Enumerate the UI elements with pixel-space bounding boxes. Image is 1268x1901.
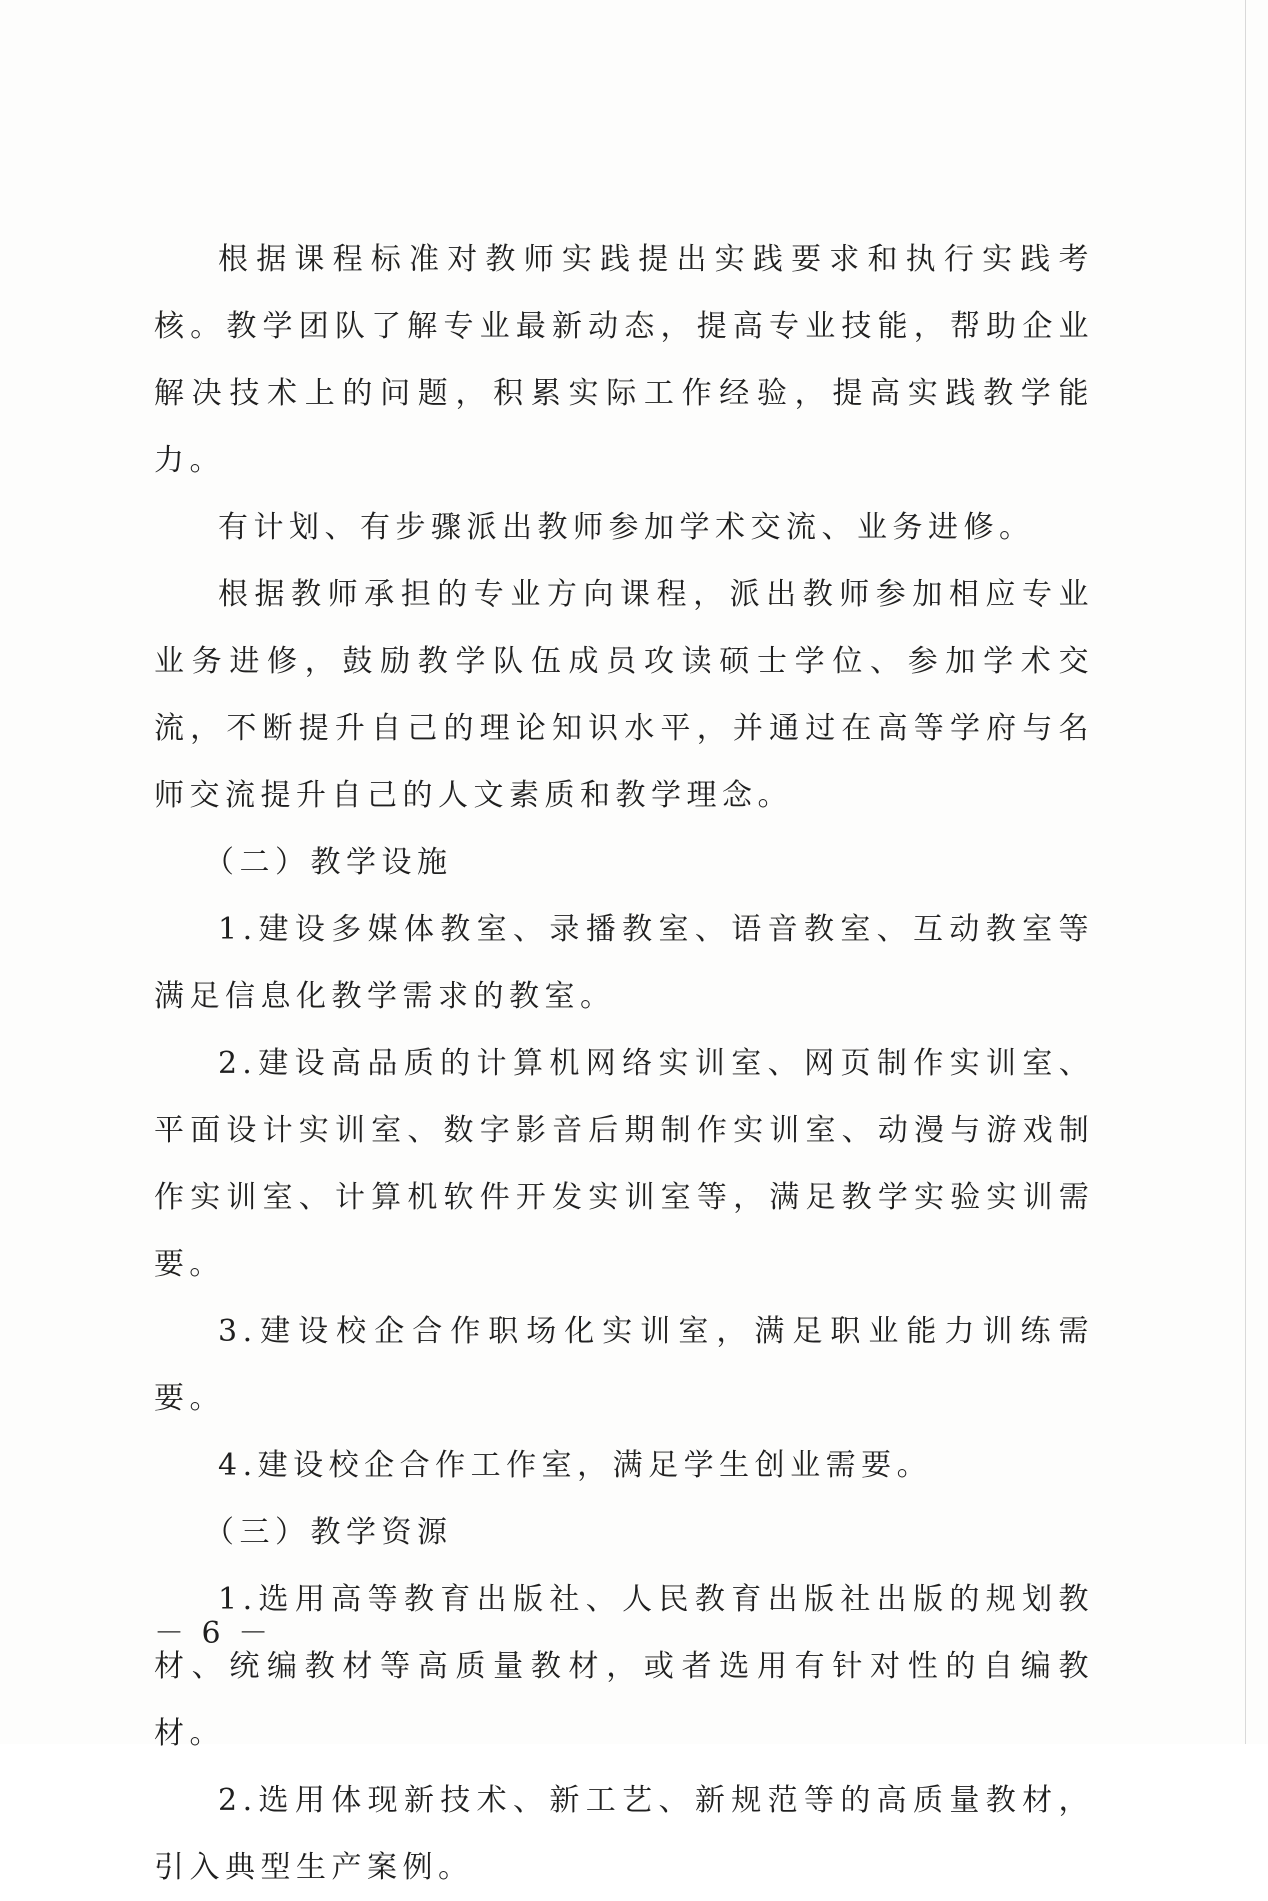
page-edge-line [1245,0,1246,1744]
facilities-item-1: 1.建设多媒体教室、录播教室、语音教室、互动教室等满足信息化教学需求的教室。 [154,912,1094,1014]
facilities-item-3: 3.建设校企合作职场化实训室，满足职业能力训练需要。 [154,1314,1094,1416]
paragraph-training: 根据教师承担的专业方向课程，派出教师参加相应专业业务进修，鼓励教学队伍成员攻读硕士学位、参加学术交流，不断提升自己的理论知识水平，并通过在高等学府与名师交流提升自己的人文素质和教学理念。 [154,577,1094,813]
facilities-item-4: 4.建设校企合作工作室，满足学生创业需要。 [218,1448,933,1483]
paragraph-plan: 有计划、有步骤派出教师参加学术交流、业务进修。 [218,510,1035,545]
paragraph-practice: 根据课程标准对教师实践提出实践要求和执行实践考核。教学团队了解专业最新动态，提高专业技能，帮助企业解决技术上的问题，积累实际工作经验，提高实践教学能力。 [154,242,1094,478]
page-number: － 6 － [154,1616,273,1651]
document-body [154,226,1094,1901]
resources-item-2: 2.选用体现新技术、新工艺、新规范等的高质量教材，引入典型生产案例。 [154,1783,1094,1885]
section-heading-facilities: （二）教学设施 [204,845,453,880]
resources-item-1: 1.选用高等教育出版社、人民教育出版社出版的规划教材、统编教材等高质量教材，或者选用有针对性的自编教材。 [154,1582,1094,1751]
facilities-item-2: 2.建设高品质的计算机网络实训室、网页制作实训室、平面设计实训室、数字影音后期制作实训室、动漫与游戏制作实训室、计算机软件开发实训室等，满足教学实验实训需要。 [154,1046,1094,1282]
section-heading-resources: （三）教学资源 [204,1515,453,1550]
